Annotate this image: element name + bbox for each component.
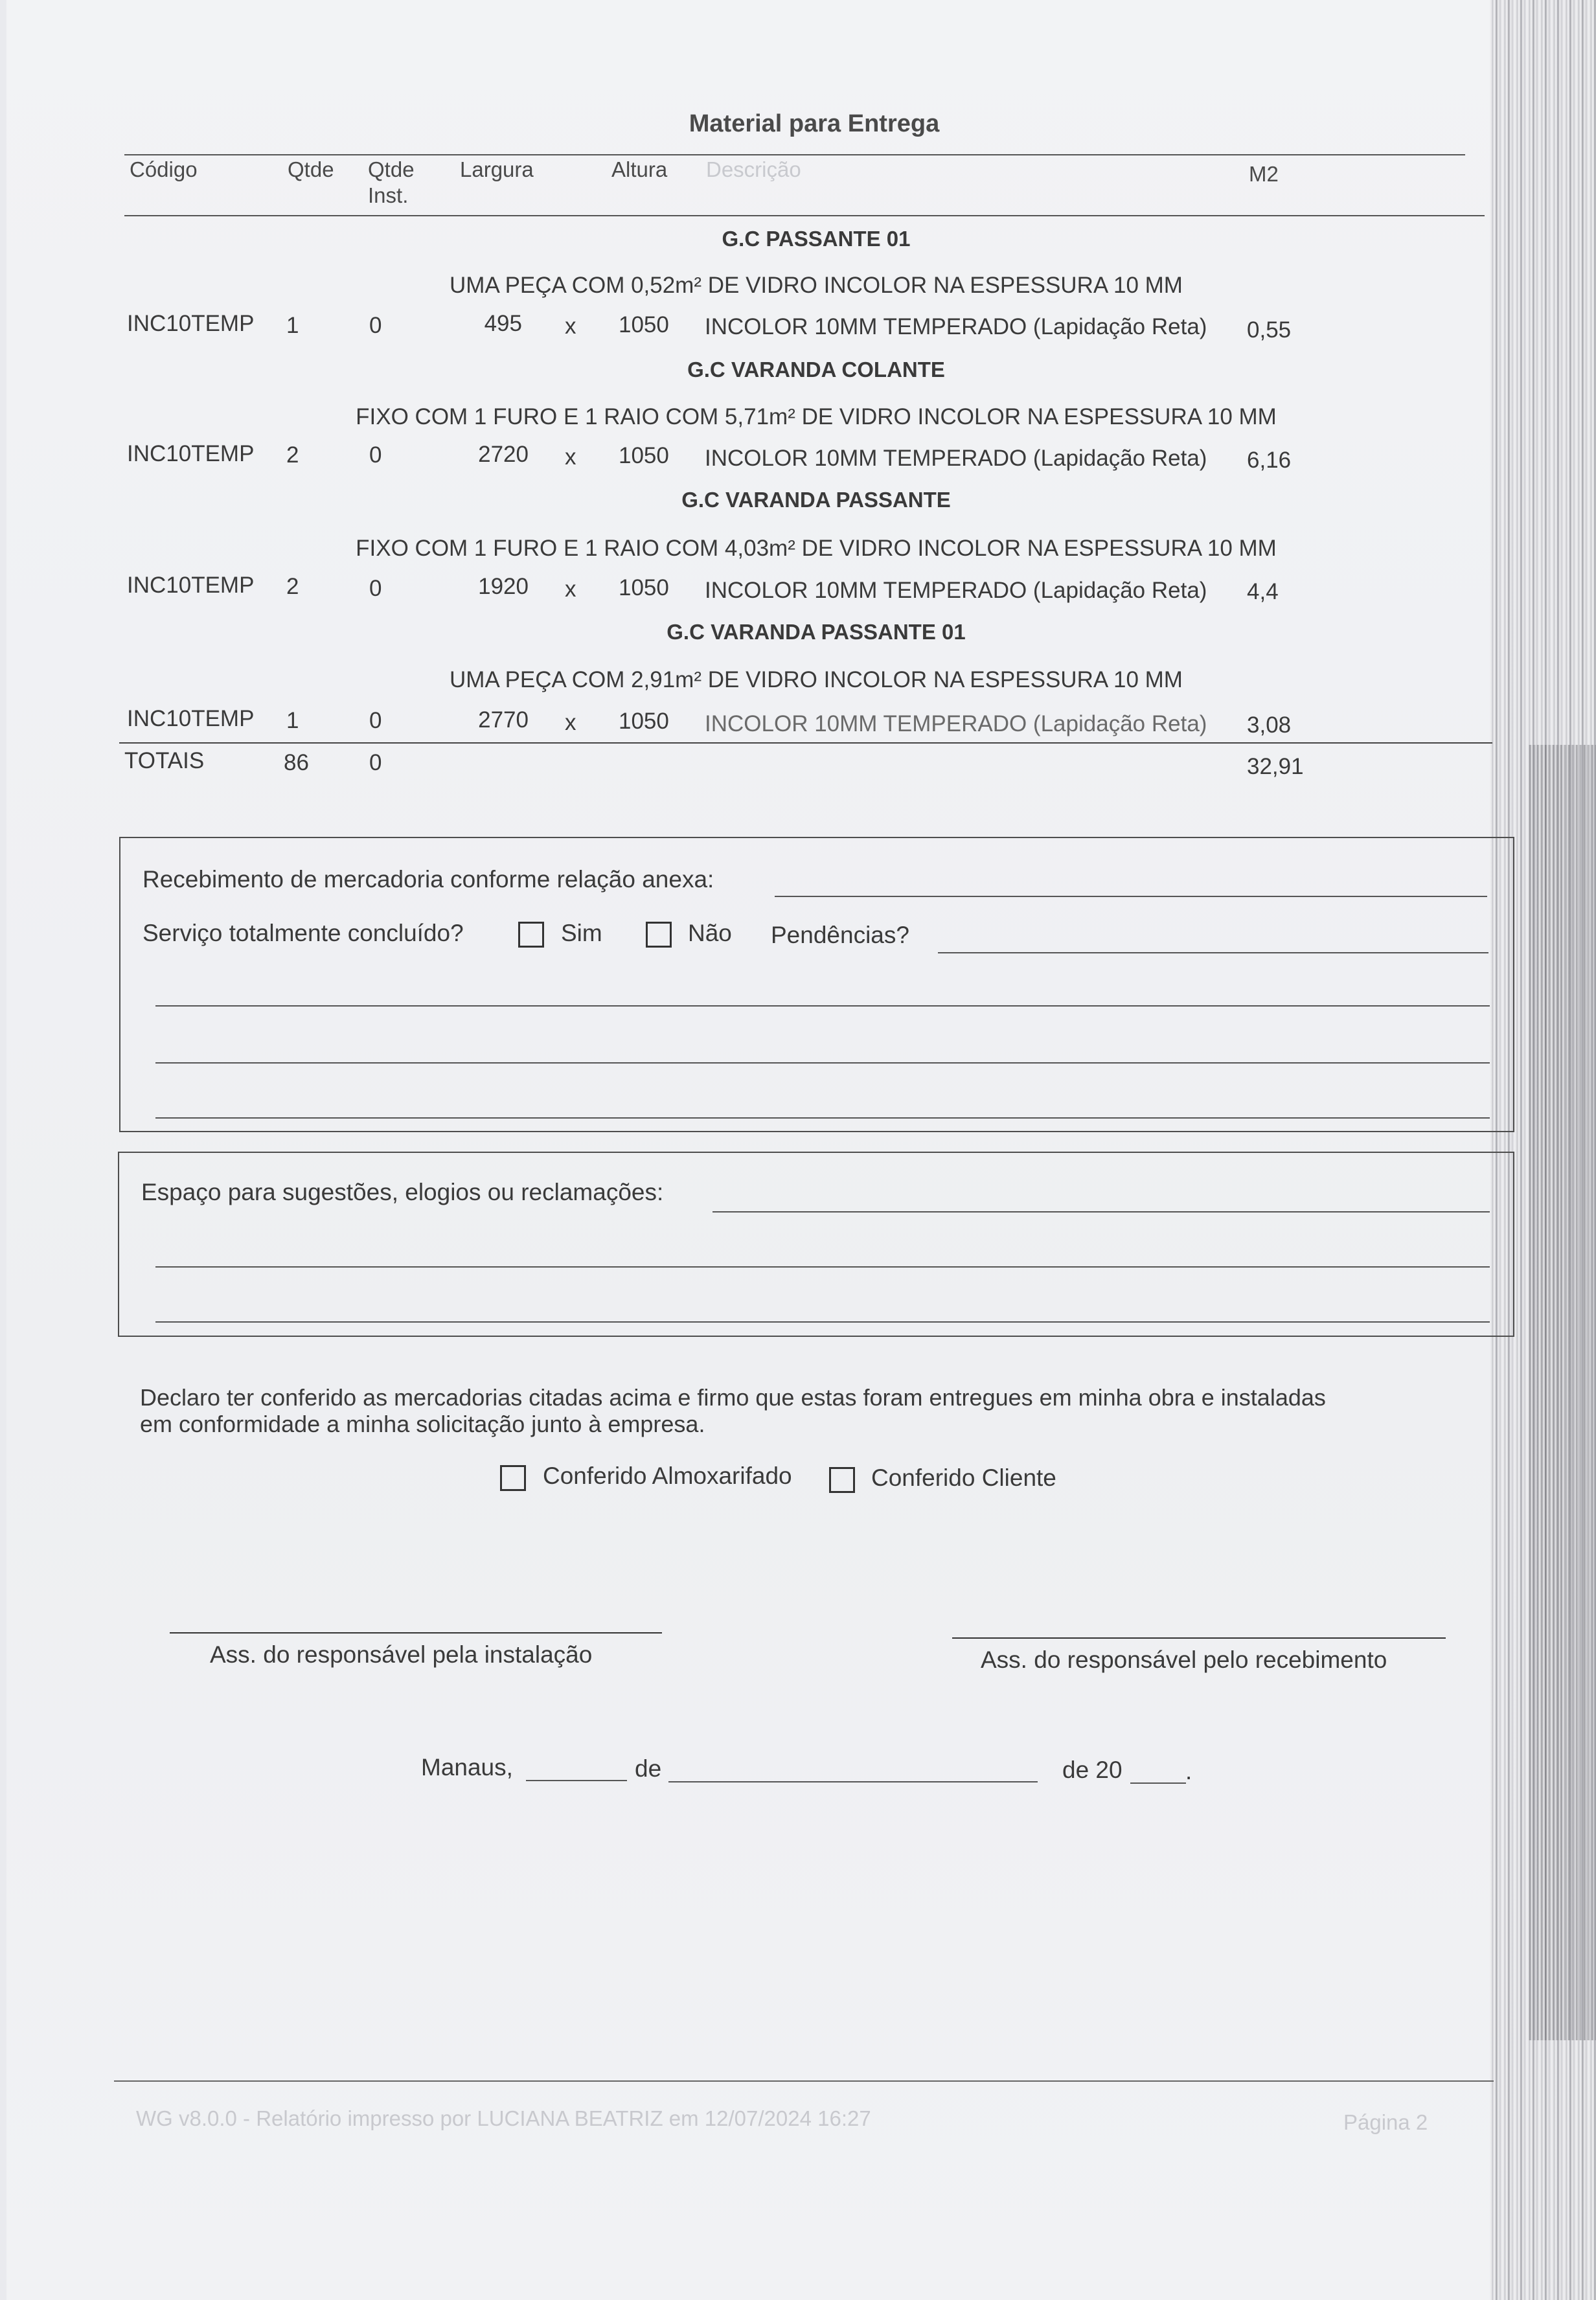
date-year-fill[interactable] <box>1130 1782 1186 1784</box>
signature-line-recebimento[interactable] <box>952 1637 1446 1639</box>
header-bottom-rule <box>124 215 1485 216</box>
cell-descricao: INCOLOR 10MM TEMPERADO (Lapidação Reta) <box>705 578 1207 603</box>
date-city: Manaus, <box>421 1754 513 1781</box>
receipt-label: Recebimento de mercadoria conforme relação anexa: <box>142 866 714 893</box>
pendencias-label: Pendências? <box>771 922 909 948</box>
footer-report-info: WG v8.0.0 - Relatório impresso por LUCIANA BEATRIZ em 12/07/2024 16:27 <box>136 2106 871 2130</box>
date-day-fill[interactable] <box>526 1780 627 1781</box>
footer-page-number: Página 2 <box>1343 2110 1428 2134</box>
group-description: UMA PEÇA COM 2,91m² DE VIDRO INCOLOR NA ESPESSURA 10 MM <box>450 667 1183 692</box>
cell-x: x <box>565 576 576 602</box>
declaration-line-1: Declaro ter conferido as mercadorias citadas acima e firmo que estas foram entregues em minha obra e instaladas <box>140 1384 1326 1411</box>
totals-rule <box>119 742 1492 744</box>
group-description: FIXO COM 1 FURO E 1 RAIO COM 4,03m² DE VIDRO INCOLOR NA ESPESSURA 10 MM <box>356 536 1277 561</box>
cell-x: x <box>565 710 576 735</box>
cell-m2: 0,55 <box>1247 317 1292 343</box>
group-title: G.C VARANDA PASSANTE 01 <box>667 620 966 644</box>
totals-qtde-inst: 0 <box>369 750 382 775</box>
page-title: Material para Entrega <box>689 110 940 137</box>
group-title: G.C VARANDA PASSANTE <box>681 488 951 512</box>
totals-m2: 32,91 <box>1247 754 1304 779</box>
cell-altura: 1050 <box>619 575 669 600</box>
cell-qtde: 2 <box>286 574 299 599</box>
document-page <box>6 0 1535 2300</box>
cell-x: x <box>565 313 576 339</box>
signature-label-recebimento: Ass. do responsável pelo recebimento <box>981 1646 1387 1673</box>
cell-codigo: INC10TEMP <box>127 706 255 731</box>
col-header-qtde: Qtde <box>288 157 334 181</box>
col-header-qtde-inst-1: Qtde <box>368 157 415 181</box>
cell-codigo: INC10TEMP <box>127 441 255 466</box>
nao-checkbox[interactable] <box>646 922 672 948</box>
header-top-rule <box>124 154 1465 155</box>
col-header-codigo: Código <box>130 157 198 181</box>
conferido-cliente-checkbox[interactable] <box>829 1467 855 1493</box>
cell-qtde-inst: 0 <box>369 708 382 733</box>
date-month-fill[interactable] <box>668 1781 1038 1782</box>
group-description: FIXO COM 1 FURO E 1 RAIO COM 5,71m² DE VIDRO INCOLOR NA ESPESSURA 10 MM <box>356 404 1277 429</box>
cell-altura: 1050 <box>619 312 669 337</box>
cell-qtde-inst: 0 <box>369 313 382 338</box>
signature-line-instalacao[interactable] <box>170 1632 662 1634</box>
cell-codigo: INC10TEMP <box>127 311 255 336</box>
declaration-line-2: em conformidade a minha solicitação junto à empresa. <box>140 1411 705 1437</box>
col-header-largura: Largura <box>460 157 534 181</box>
footer-rule <box>114 2080 1494 2082</box>
group-title: G.C VARANDA COLANTE <box>687 358 945 381</box>
sim-checkbox[interactable] <box>518 922 544 948</box>
col-header-descricao: Descrição <box>706 157 801 181</box>
date-end: . <box>1185 1758 1192 1784</box>
date-de-2: de 20 <box>1062 1757 1123 1783</box>
suggestions-label: Espaço para sugestões, elogios ou reclamações: <box>141 1179 664 1205</box>
cell-qtde: 2 <box>286 442 299 468</box>
cell-m2: 3,08 <box>1247 712 1292 738</box>
signature-label-instalacao: Ass. do responsável pela instalação <box>210 1641 593 1668</box>
cell-largura: 2770 <box>478 707 529 733</box>
cell-codigo: INC10TEMP <box>127 573 255 598</box>
suggestions-fill-line[interactable] <box>712 1211 1490 1213</box>
date-de-1: de <box>635 1755 662 1782</box>
cell-qtde: 1 <box>286 708 299 733</box>
sim-label: Sim <box>561 920 602 946</box>
conferido-cliente-label: Conferido Cliente <box>871 1464 1056 1491</box>
group-description: UMA PEÇA COM 0,52m² DE VIDRO INCOLOR NA ESPESSURA 10 MM <box>450 273 1183 298</box>
group-title: G.C PASSANTE 01 <box>722 227 911 251</box>
receipt-notes-line[interactable] <box>155 1005 1490 1007</box>
col-header-qtde-inst-2: Inst. <box>368 183 409 207</box>
cell-descricao: INCOLOR 10MM TEMPERADO (Lapidação Reta) <box>705 446 1207 471</box>
cell-qtde: 1 <box>286 313 299 338</box>
nao-label: Não <box>688 920 732 946</box>
conferido-almoxarifado-checkbox[interactable] <box>500 1465 526 1491</box>
pendencias-fill-line[interactable] <box>938 952 1488 953</box>
cell-largura: 2720 <box>478 442 529 467</box>
totals-label: TOTAIS <box>124 748 205 773</box>
cell-qtde-inst: 0 <box>369 576 382 601</box>
cell-altura: 1050 <box>619 709 669 734</box>
col-header-altura: Altura <box>611 157 668 181</box>
cell-altura: 1050 <box>619 443 669 468</box>
suggestions-notes-line[interactable] <box>155 1266 1490 1268</box>
cell-largura: 1920 <box>478 574 529 599</box>
cell-m2: 6,16 <box>1247 448 1292 473</box>
cell-largura: 495 <box>484 311 522 336</box>
conferido-almoxarifado-label: Conferido Almoxarifado <box>543 1463 792 1489</box>
cell-x: x <box>565 444 576 470</box>
receipt-notes-line[interactable] <box>155 1117 1490 1119</box>
scan-shadow-streaks <box>1529 745 1596 2040</box>
cell-m2: 4,4 <box>1247 579 1279 604</box>
suggestions-notes-line[interactable] <box>155 1321 1490 1323</box>
cell-descricao: INCOLOR 10MM TEMPERADO (Lapidação Reta) <box>705 314 1207 339</box>
totals-qtde: 86 <box>284 750 309 775</box>
servico-question: Serviço totalmente concluído? <box>142 920 464 946</box>
cell-qtde-inst: 0 <box>369 442 382 468</box>
col-header-m2: M2 <box>1249 162 1279 186</box>
receipt-fill-line[interactable] <box>775 896 1487 897</box>
receipt-notes-line[interactable] <box>155 1062 1490 1064</box>
cell-descricao: INCOLOR 10MM TEMPERADO (Lapidação Reta) <box>705 711 1207 736</box>
